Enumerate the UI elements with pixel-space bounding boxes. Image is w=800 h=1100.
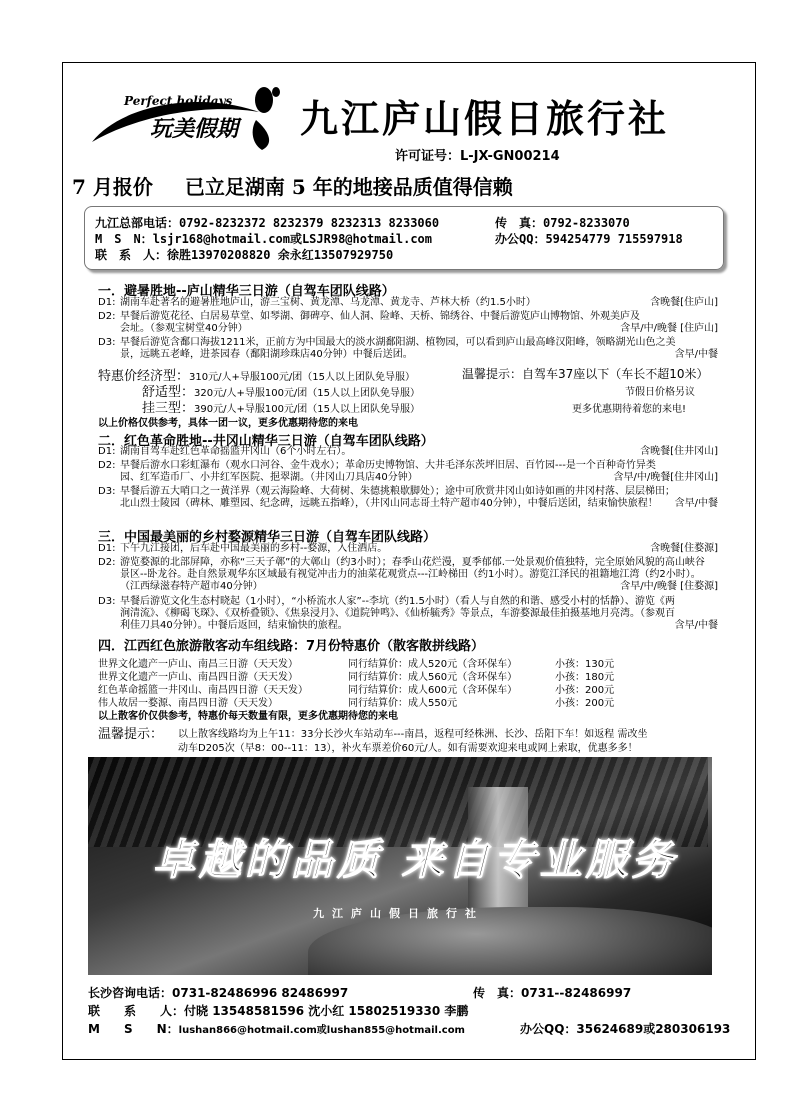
headline-month: 7 月报价 xyxy=(72,175,153,199)
section-4-title: 四．江西红色旅游散客动车组线路：7月份特惠价（散客散拼线路） xyxy=(98,639,485,654)
hq-qq-label: 办公QQ： xyxy=(495,232,546,246)
company-logo xyxy=(84,82,284,154)
section-1-title: 一．避暑胜地--庐山精华三日游（自驾车团队线路） xyxy=(98,284,395,299)
hq-msn-label: M S N： xyxy=(95,232,153,246)
hq-fax: 0792-8233070 xyxy=(543,216,630,230)
footer-phone-row: 长沙咨询电话：0731-82486996 82486997 传 真：0731--82486997 xyxy=(88,986,632,1000)
section-3-title: 三．中国最美丽的乡村婺源精华三日游（自驾车团队线路） xyxy=(98,530,437,545)
section-1-day-1: D1: 湖南车赴著名的避暑胜地庐山，游三宝树、黄龙潭、乌龙潭、黄龙寺、芦林大桥（约1.5小时） 含晚餐[住庐山] xyxy=(98,297,718,308)
premium-price-row: 挂三型：390元/人+导服100元/团（15人以上团队免导服） xyxy=(142,401,421,416)
footer-msn[interactable]: lushan866@hotmail.com或lushan855@hotmail.com xyxy=(178,1025,465,1036)
scenic-banner xyxy=(88,757,712,975)
section-3-day-1: D1: 下午九江接团，后车赴中国最美丽的乡村--婺源，入住酒店。 含晚餐[住婺源] xyxy=(98,543,718,554)
footer-fax: 0731--82486997 xyxy=(521,986,632,1000)
section-3-day-3: D3: 早餐后游览文化生态村晓起（1小时），“小桥流水人家”--李坑（约1.5小时）（看人与自然的和谐、感受小村的恬静）、游览《两涧清流》、《柳碣飞琛》、《双桥叠锁》、《焦泉浸月》、《道院钟鸣》、《仙桥毓秀》等景点，车游婺源最佳拍摄基地月亮湾。（参观百利佳刀具40分钟）。中餐后返回，结束愉快的旅程。 含早/中餐 xyxy=(98,596,718,631)
route-3-child: 小孩：200元 xyxy=(555,685,615,696)
vehicle-tip: 温馨提示：自驾车37座以下（车长不超10米） xyxy=(462,367,709,381)
comfort-price-row: 舒适型：320元/人+导服100元/团（15人以上团队免导服） xyxy=(142,385,421,400)
logo-chinese-text: 玩美假期 xyxy=(150,116,239,142)
logo-english-text: Perfect holidays xyxy=(124,94,233,108)
section-1-day-2: D2: 早餐后游览花径、白居易草堂、如琴湖、御碑亭、仙人洞、险峰、天桥、锦绣谷、中餐后游览庐山博物馆、外观美庐及会址。（参观宝树堂40分钟） 含早/中/晚餐 [住庐山] xyxy=(98,311,718,334)
section-2-day-1: D1: 湖南自驾车赴红色革命摇篮井冈山（6个小时左右）。 含晚餐[住井冈山] xyxy=(98,446,718,457)
hq-contact-label: 联 系 人： xyxy=(95,248,168,262)
route-2-child: 小孩：180元 xyxy=(555,672,615,683)
section-2-title: 二．红色革命胜地--井冈山精华三日游（自驾车团队线路） xyxy=(98,434,434,449)
economy-price-row: 特惠价经济型：310元/人+导服100元/团（15人以上团队免导服） xyxy=(98,369,416,384)
price-disclaimer: 以上价格仅供参考，具体一团一议，更多优惠期待您的来电 xyxy=(98,418,358,429)
tip-line-1: 以上散客线路均为上午11：33分长沙火车站动车---南昌，返程可经株洲、长沙、岳阳下车！如返程 需改坐 xyxy=(178,729,648,740)
footer-contact-row: 联 系 人：付晓 13548581596 沈小红 15802519330 李鹏 xyxy=(88,1004,469,1018)
footer-qq: 35624689或280306193 xyxy=(576,1022,731,1036)
route-4-child: 小孩：200元 xyxy=(555,698,615,709)
group-disclaimer: 以上散客价仅供参考，特惠价每天数量有限，更多优惠期待您的来电 xyxy=(98,711,398,722)
more-offers-note: 更多优惠期待着您的来电! xyxy=(572,404,687,415)
section-1-day-3: D3: 早餐后游览含鄱口海拔1211米，正前方为中国最大的淡水湖鄱阳湖、植物园，可以看到庐山最高峰汉阳峰，领略湖光山色之美景，远眺五老峰，进茶园春（鄱阳湖珍珠店40分钟）中餐后送团。 含早/中餐 xyxy=(98,337,718,360)
section-2-day-2: D2: 早餐后游水口彩虹瀑布（观水口河谷、金牛戏水）；革命历史博物馆、大井毛泽东茨坪旧居、百竹园---是一个百种奇竹异类园、红军造币厂、小井红军医院、挹翠湖。（井冈山刀具店40分钟） 含早/中/晚餐[住井冈山] xyxy=(98,460,718,483)
hq-phone[interactable]: 0792-8232372 8232379 8232313 8233060 xyxy=(179,216,440,230)
agency-title: 九江庐山假日旅行社 xyxy=(300,97,670,141)
route-2-price: 同行结算价：成人560元（含环保车） xyxy=(348,672,518,683)
tip-line-2: 动车D205次（早8：00--11：13），补火车票差价60元/人。如有需要欢迎来电或网上索取，优惠多多！ xyxy=(178,743,638,754)
banner-subtitle: 九江庐山假日旅行社 xyxy=(313,907,484,920)
footer-persons: 付晓 13548581596 沈小红 15802519330 李鹏 xyxy=(184,1004,469,1018)
hq-contact-box xyxy=(84,206,724,270)
route-4-price: 同行结算价：成人550元 xyxy=(348,698,458,709)
footer-phone[interactable]: 0731-82486996 82486997 xyxy=(172,986,349,1000)
tip-label: 温馨提示： xyxy=(98,727,164,742)
headline xyxy=(72,171,752,200)
hq-qq: 594254779 715597918 xyxy=(545,232,683,246)
headline-slogan: 已立足湖南 5 年的地接品质值得信赖 xyxy=(184,175,513,199)
route-2: 世界文化遗产一庐山、南昌四日游（天天发） xyxy=(98,672,298,683)
route-1-child: 小孩：130元 xyxy=(555,659,615,670)
route-3: 红色革命摇篮一井冈山、南昌四日游（天天发） xyxy=(98,685,308,696)
license-number: 许可证号：L-JX-GN00214 xyxy=(395,149,560,164)
section-2-day-3: D3: 早餐后游五大哨口之一黄洋界（观云海险峰、大荷树、朱德挑粮歇脚处）；途中可欣赏井冈山如诗如画的井冈村落、层层梯田；北山烈士陵园（碑林、雕塑园、纪念碑，远眺五指峰），（井冈山同志哥土特产超市40分钟），中餐后送团，结束愉快旅程！ 含早/中餐 xyxy=(98,486,718,509)
route-1-price: 同行结算价：成人520元（含环保车） xyxy=(348,659,518,670)
hq-msn[interactable]: lsjr168@hotmail.com或LSJR98@hotmail.com xyxy=(152,232,432,246)
section-3-day-2: D2: 游览婺源的北部屏障，亦称“三天子鄣”的大鄣山（约3小时）；春季山花烂漫，夏季郁郁.一处景观价值独特，完全原始风貌的高山峡谷景区--卧龙谷。赴自然景观华东区域最有视觉冲击力的油菜花观赏点---江岭梯田（约1小时）。游览江泽民的祖籍地江湾（约2小时）。（江西绿滋春特产超市40分钟） 含早/中/晚餐 [住婺源] xyxy=(98,557,718,592)
route-3-price: 同行结算价：成人600元（含环保车） xyxy=(348,685,518,696)
hq-fax-label: 传 真： xyxy=(495,216,544,230)
route-4: 伟人故居一婺源、南昌四日游（天天发） xyxy=(98,698,278,709)
route-1: 世界文化遗产一庐山、南昌三日游（天天发） xyxy=(98,659,298,670)
holiday-note: 节假日价格另议 xyxy=(625,387,695,398)
hq-contact-persons: 徐胜13970208820 余永红13507929750 xyxy=(167,248,394,262)
banner-slogan: 卓越的品质 来自专业服务 xyxy=(153,835,678,884)
hq-phone-label: 九江总部电话： xyxy=(95,216,180,230)
footer-msn-row: M S N：lushan866@hotmail.com或lushan855@hotmail.com 办公QQ：35624689或280306193 xyxy=(88,1022,731,1036)
